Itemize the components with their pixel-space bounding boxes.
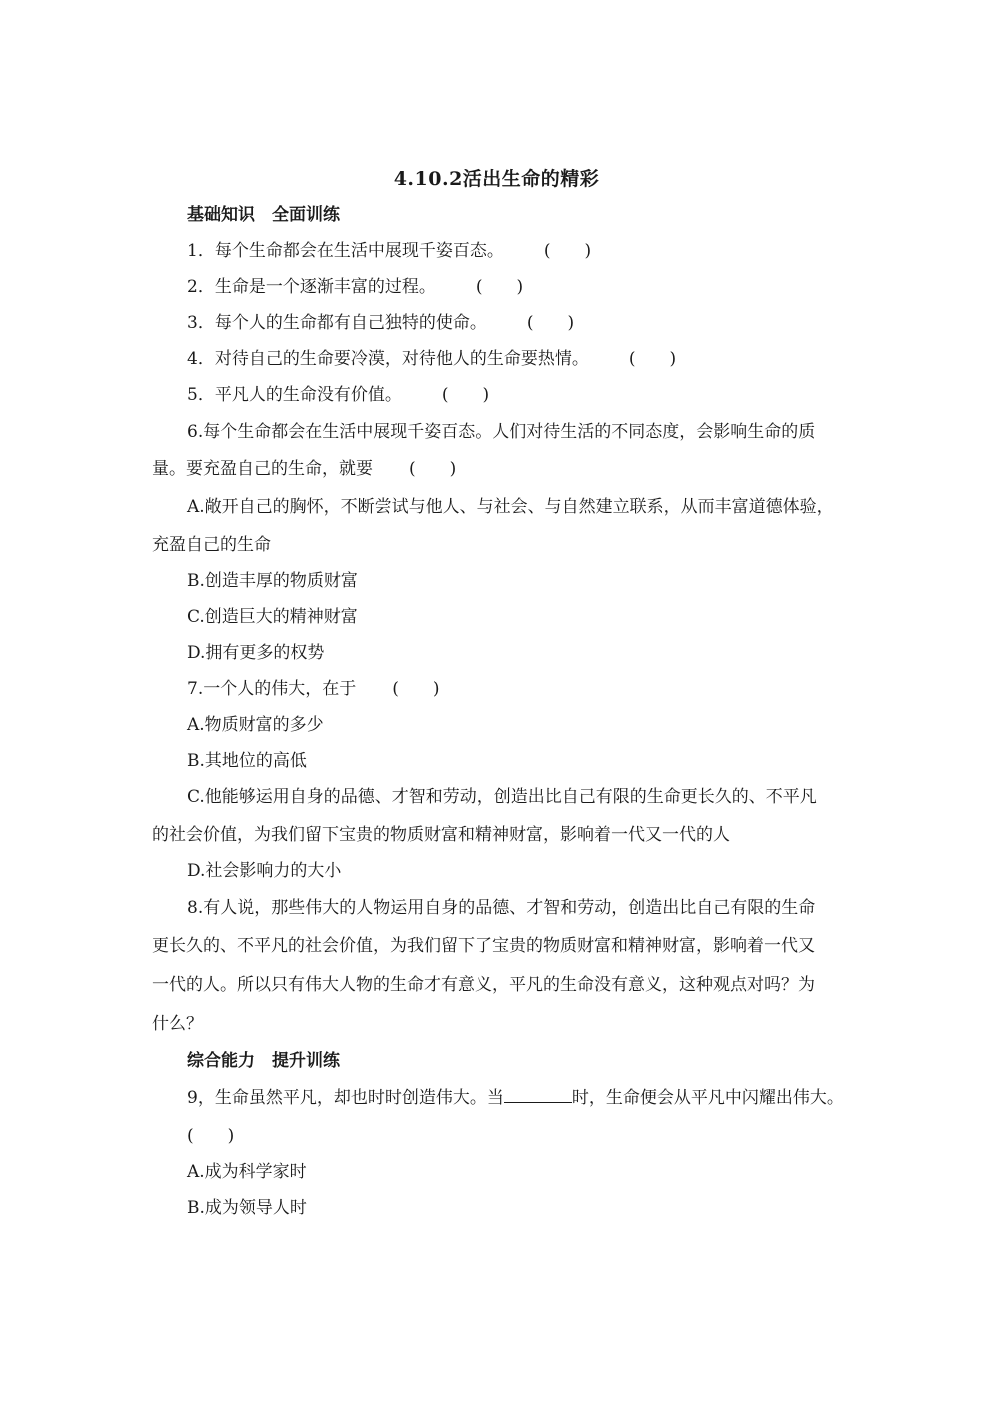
question-2-text: 2．生命是一个逐渐丰富的过程。	[187, 277, 436, 297]
question-9-text-after: 时，生命便会从平凡中闪耀出伟大。	[571, 1088, 844, 1108]
question-9-answer-bracket: ( )	[187, 1126, 235, 1146]
question-6-option-a-line-1: A.敞开自己的胸怀，不断尝试与他人、与社会、与自然建立联系，从而丰富道德体验，	[187, 497, 834, 517]
question-3	[187, 312, 574, 334]
section-heading-basic: 基础知识 全面训练	[187, 205, 340, 225]
question-6-answer-bracket: ( )	[409, 459, 457, 479]
question-4-text: 4．对待自己的生命要冷漠，对待他人的生命要热情。	[187, 349, 589, 369]
question-3-text: 3．每个人的生命都有自己独特的使命。	[187, 313, 487, 333]
question-6-line-1: 6.每个生命都会在生活中展现千姿百态。人们对待生活的不同态度，会影响生命的质	[187, 422, 816, 442]
question-5-answer-bracket: ( )	[441, 385, 490, 405]
question-7-option-d: D.社会影响力的大小	[187, 861, 342, 881]
question-6-option-c: C.创造巨大的精神财富	[187, 607, 358, 627]
question-8-line-2: 更长久的、不平凡的社会价值，为我们留下了宝贵的物质财富和精神财富，影响着一代又	[152, 936, 815, 956]
question-4	[187, 348, 676, 370]
question-1-answer-bracket: ( )	[543, 241, 592, 261]
question-7-option-b: B.其地位的高低	[187, 751, 307, 771]
question-2	[187, 276, 523, 298]
question-7	[187, 678, 440, 700]
question-1	[187, 240, 591, 262]
question-8-line-3: 一代的人。所以只有伟大人物的生命才有意义，平凡的生命没有意义，这种观点对吗？为	[152, 975, 815, 995]
question-5	[187, 384, 489, 406]
question-7-option-c-line-1: C.他能够运用自身的品德、才智和劳动，创造出比自己有限的生命更长久的、不平凡	[187, 787, 817, 807]
question-7-answer-bracket: ( )	[392, 679, 440, 699]
page-title: 4.10.2活出生命的精彩	[393, 168, 600, 190]
question-2-answer-bracket: ( )	[475, 277, 524, 297]
question-3-answer-bracket: ( )	[526, 313, 575, 333]
question-6-text: 量。要充盈自己的生命，就要	[152, 459, 373, 479]
question-8-line-4: 什么？	[152, 1014, 203, 1034]
question-9-option-a: A.成为科学家时	[187, 1162, 307, 1182]
question-9-text-before: 9，生命虽然平凡，却也时时创造伟大。当	[187, 1088, 504, 1108]
question-6-option-d: D.拥有更多的权势	[187, 643, 325, 663]
section-heading-advanced: 综合能力 提升训练	[187, 1051, 340, 1071]
question-9-fill-blank	[504, 1086, 572, 1103]
question-5-text: 5．平凡人的生命没有价值。	[187, 385, 402, 405]
question-6-option-a-line-2: 充盈自己的生命	[152, 535, 271, 555]
question-7-text: 7.一个人的伟大，在于	[187, 679, 357, 699]
question-4-answer-bracket: ( )	[628, 349, 677, 369]
question-1-text: 1．每个生命都会在生活中展现千姿百态。	[187, 241, 504, 261]
question-9-option-b: B.成为领导人时	[187, 1198, 307, 1218]
question-6-line-2	[152, 458, 456, 480]
question-7-option-a: A.物质财富的多少	[187, 715, 324, 735]
question-8-line-1: 8.有人说，那些伟大的人物运用自身的品德、才智和劳动，创造出比自己有限的生命	[187, 898, 816, 918]
question-7-option-c-line-2: 的社会价值，为我们留下宝贵的物质财富和精神财富，影响着一代又一代的人	[152, 825, 730, 845]
question-9	[187, 1086, 844, 1109]
question-6-option-b: B.创造丰厚的物质财富	[187, 571, 358, 591]
